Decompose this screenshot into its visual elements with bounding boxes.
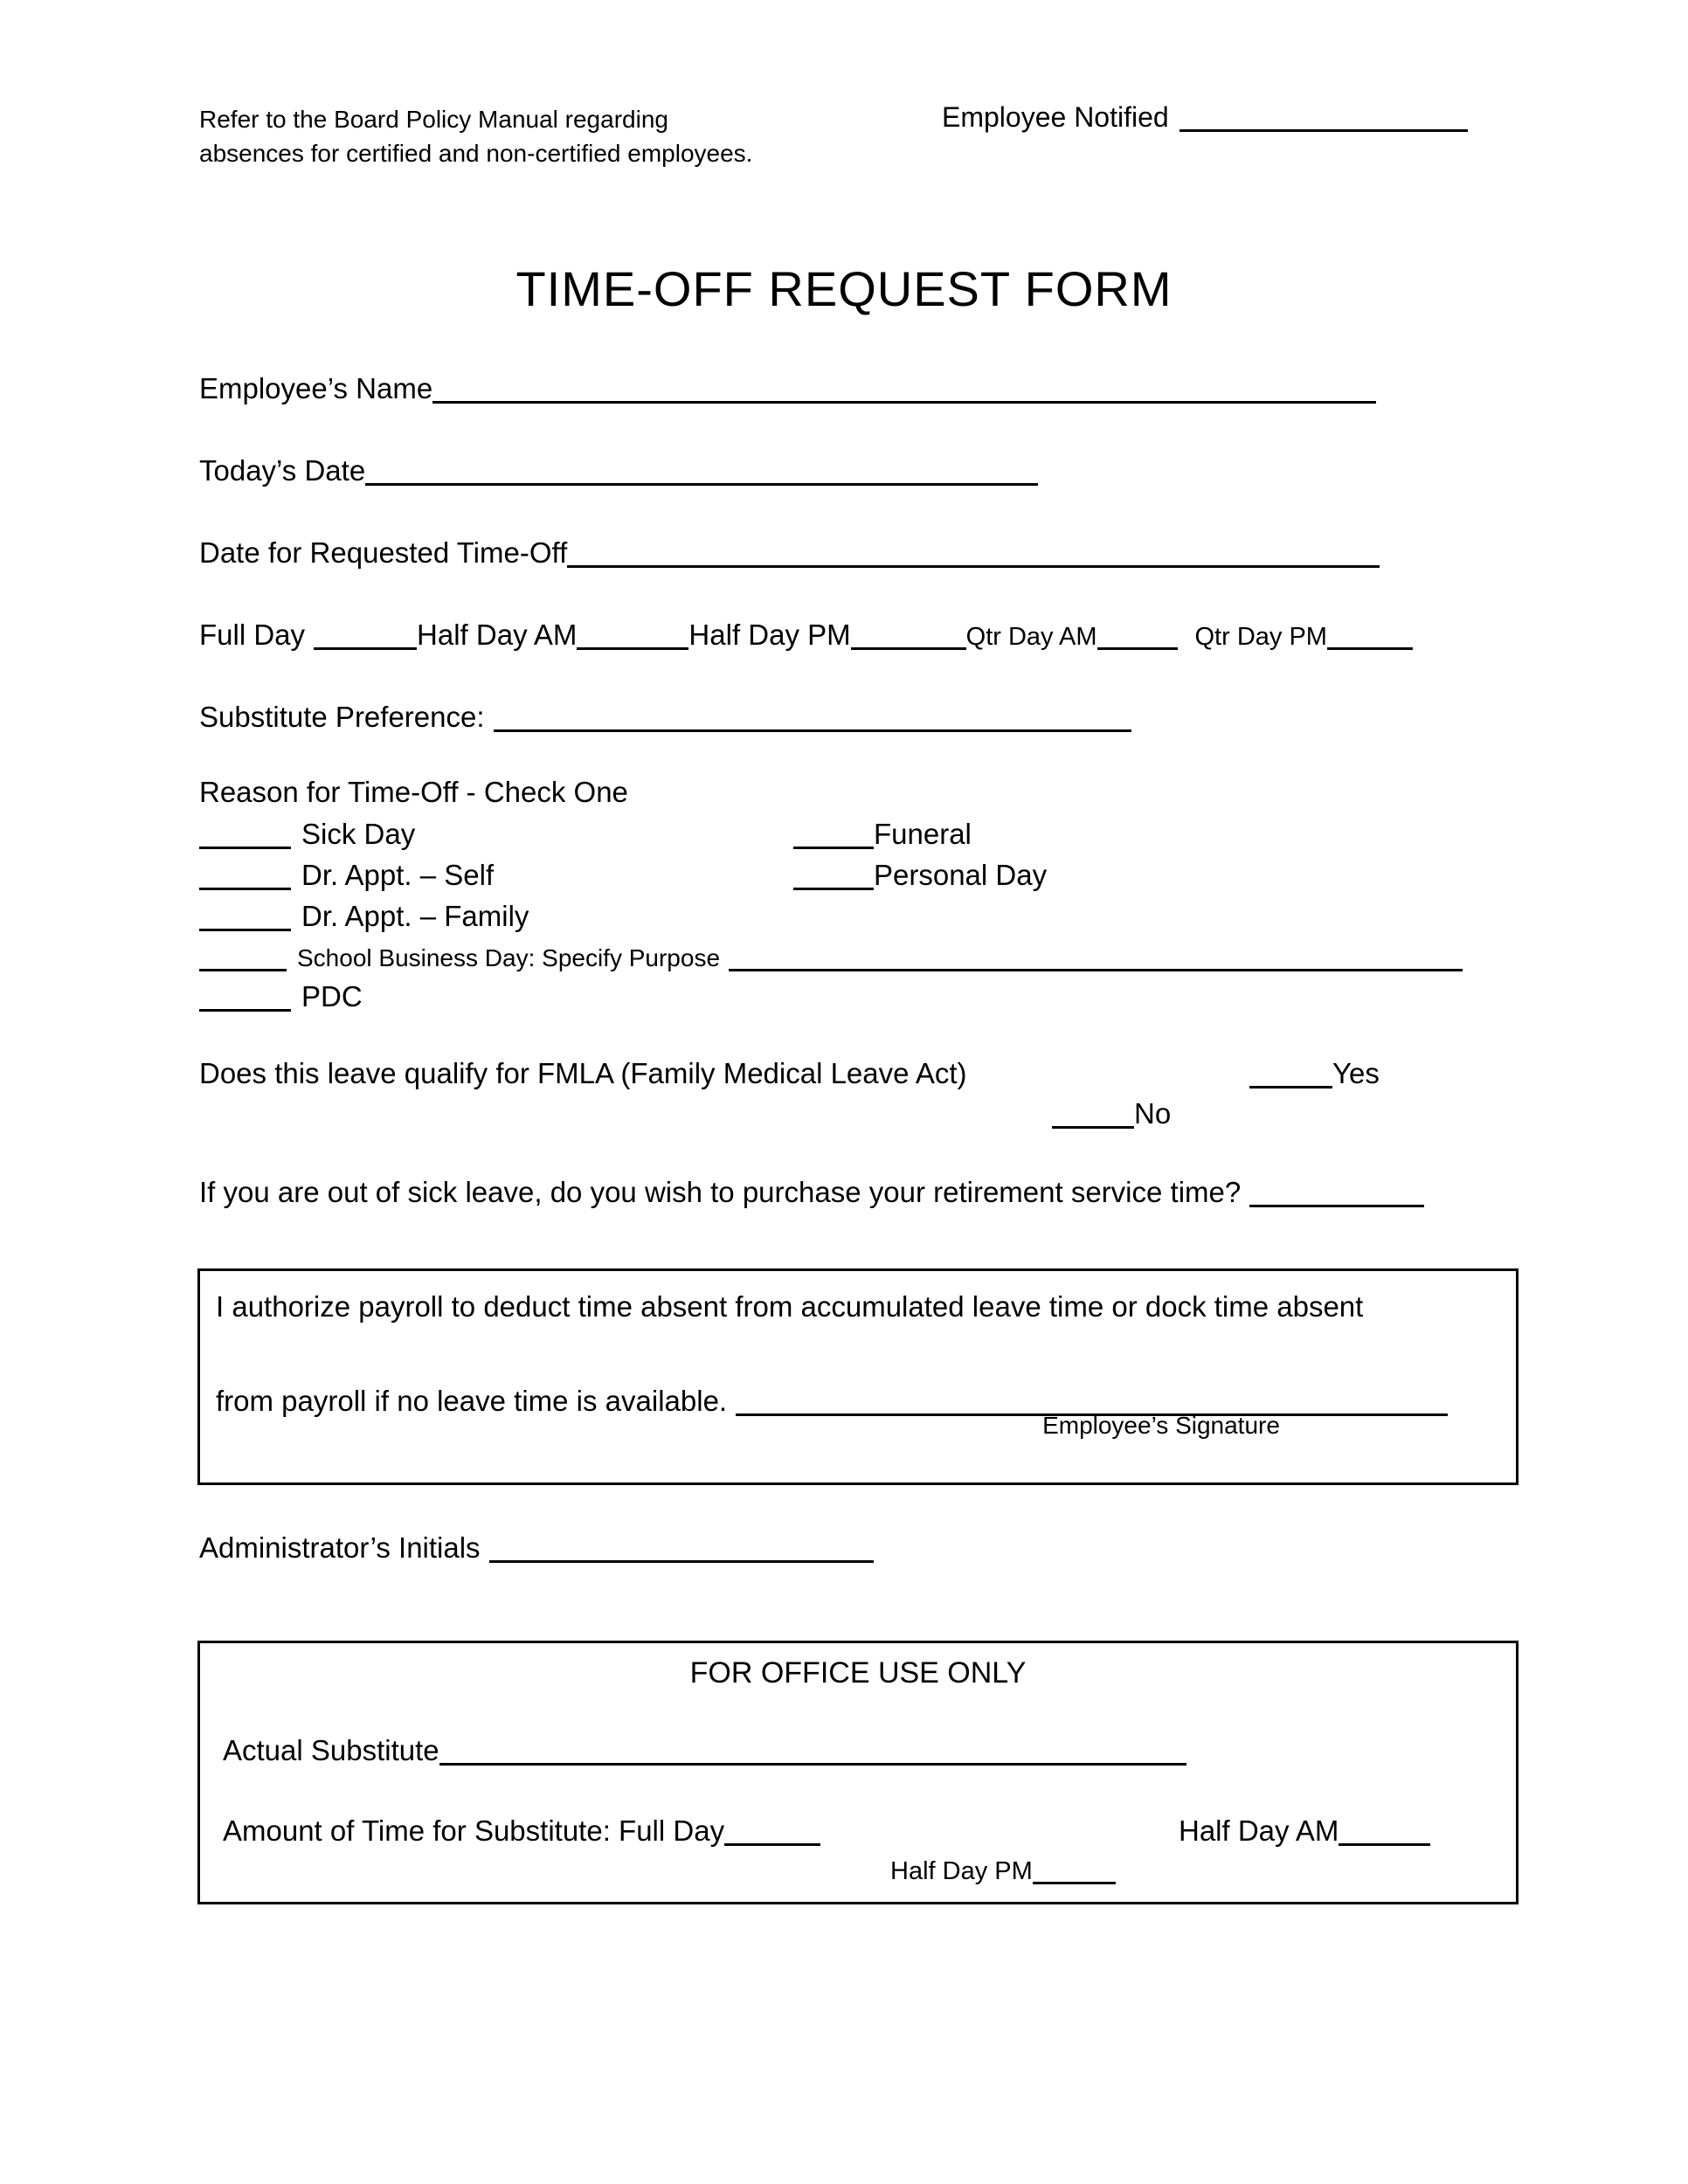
fmla-no-blank[interactable] [1052,1126,1134,1129]
half-day-pm-label: Half Day PM [688,619,851,651]
full-day-blank[interactable] [314,647,417,650]
half-day-am-label: Half Day AM [417,619,578,651]
todays-date-blank[interactable] [365,483,1038,486]
dr-appt-self-blank[interactable] [199,888,291,890]
sick-day-label: Sick Day [301,818,416,850]
actual-substitute-label: Actual Substitute [223,1734,439,1766]
office-half-day-pm-blank[interactable] [1033,1882,1116,1884]
school-business-label: School Business Day: Specify Purpose [297,944,721,971]
reason-funeral-row [793,818,972,852]
employee-notified-row [942,101,1468,135]
reason-sick-day-row [199,818,415,852]
office-use-box [197,1641,1519,1904]
qtr-day-am-blank[interactable] [1097,647,1178,650]
fmla-question: Does this leave qualify for FMLA (Family Medical Leave Act) [199,1057,967,1089]
pdc-blank[interactable] [199,1009,291,1012]
retirement-question-row [199,1176,1424,1210]
fmla-no-label: No [1134,1097,1172,1130]
qtr-day-am-label: Qtr Day AM [965,623,1097,651]
authorization-line1: I authorize payroll to deduct time absent from accumulated leave time or dock time absent [216,1290,1364,1323]
funeral-blank[interactable] [793,847,874,849]
board-policy-note [199,103,752,170]
amount-of-time-label: Amount of Time for Substitute: [223,1814,619,1847]
office-full-day-label: Full Day [619,1814,725,1847]
authorization-line2: from payroll if no leave time is available. [216,1385,728,1417]
fmla-no-row [1052,1097,1171,1131]
dr-appt-self-label: Dr. Appt. – Self [301,859,495,891]
reason-dr-appt-family-row [199,900,529,934]
duration-row [199,619,1413,653]
office-use-heading: FOR OFFICE USE ONLY [689,1656,1027,1690]
half-day-am-blank[interactable] [577,647,688,650]
substitute-preference-blank[interactable] [494,729,1131,732]
fmla-yes-label: Yes [1332,1057,1380,1089]
reason-school-business-row [199,943,1463,972]
half-day-pm-blank[interactable] [851,647,966,650]
board-policy-note-line1: Refer to the Board Policy Manual regarding [199,106,668,133]
employee-name-blank[interactable] [432,401,1376,404]
personal-day-label: Personal Day [874,859,1048,891]
retirement-question: If you are out of sick leave, do you wish to purchase your retirement service time? [199,1176,1242,1208]
office-half-day-pm-label: Half Day PM [890,1857,1033,1885]
office-half-day-am-label: Half Day AM [1179,1814,1339,1847]
actual-substitute-blank[interactable] [439,1763,1186,1766]
office-half-day-pm-row [890,1856,1116,1886]
office-full-day-blank[interactable] [724,1843,820,1846]
employee-signature-label: Employee’s Signature [1042,1412,1280,1439]
admin-initials-row [199,1531,874,1565]
full-day-label: Full Day [199,619,306,651]
employee-name-row [199,372,1376,406]
office-half-day-am-blank[interactable] [1339,1843,1430,1846]
employee-notified-label: Employee Notified [942,101,1169,133]
authorization-box [197,1268,1519,1485]
actual-substitute-row [223,1734,1186,1768]
admin-initials-label: Administrator’s Initials [199,1531,481,1564]
retirement-blank[interactable] [1249,1205,1424,1207]
todays-date-label: Today’s Date [199,454,366,487]
sick-day-blank[interactable] [199,847,291,849]
fmla-yes-blank[interactable] [1249,1086,1332,1089]
fmla-yes-row [1249,1057,1380,1091]
dr-appt-family-blank[interactable] [199,929,291,931]
reason-personal-day-row [793,859,1047,893]
substitute-preference-label: Substitute Preference: [199,701,485,733]
form-title: TIME-OFF REQUEST FORM [515,261,1173,316]
amount-of-time-row [223,1814,820,1849]
employee-name-label: Employee’s Name [199,372,433,404]
todays-date-row [199,454,1038,488]
personal-day-blank[interactable] [793,888,874,890]
funeral-label: Funeral [874,818,972,850]
substitute-preference-row [199,701,1131,735]
reason-dr-appt-self-row [199,859,494,893]
board-policy-note-line2: absences for certified and non-certified employees. [199,139,753,167]
requested-date-row [199,536,1380,570]
requested-date-label: Date for Requested Time-Off [199,536,568,569]
admin-initials-blank[interactable] [489,1560,874,1563]
pdc-label: PDC [301,980,363,1013]
dr-appt-family-label: Dr. Appt. – Family [301,900,529,932]
qtr-day-pm-label: Qtr Day PM [1194,623,1327,651]
requested-date-blank[interactable] [567,565,1380,568]
office-half-day-am-row [1179,1814,1430,1849]
employee-notified-blank[interactable] [1180,129,1468,132]
school-business-purpose-blank[interactable] [729,969,1463,971]
qtr-day-pm-blank[interactable] [1327,647,1413,650]
school-business-blank[interactable] [199,969,287,971]
reason-heading: Reason for Time-Off - Check One [199,776,628,808]
reason-pdc-row [199,980,363,1014]
